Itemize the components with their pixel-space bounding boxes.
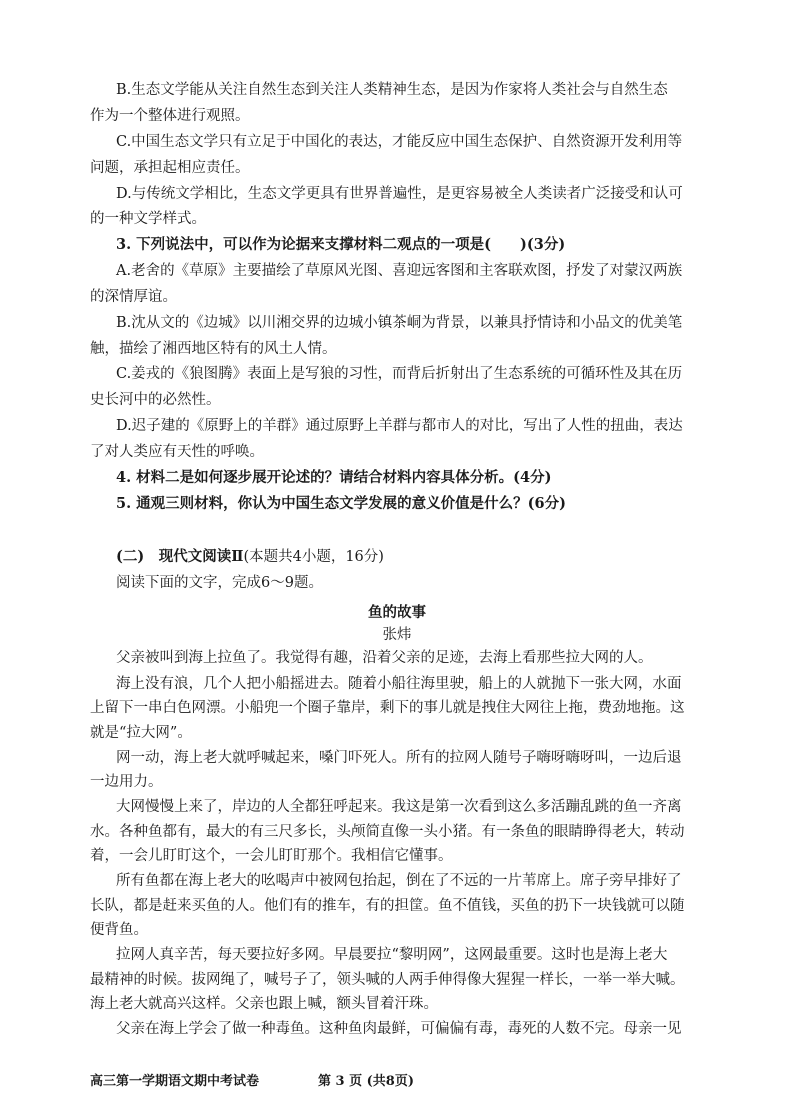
q3-option-a-line1: A.老舍的《草原》主要描绘了草原风光图、喜迎远客图和主客联欢图，抒发了对蒙汉两族	[116, 263, 683, 279]
story-line: 一边用力。	[90, 774, 163, 790]
footer-page-number: 第 3 页 (共8页)	[318, 1074, 414, 1089]
q2-option-c-line2: 问题，承担起相应责任。	[90, 160, 250, 176]
story-line: 所有鱼都在海上老大的吆喝声中被网包抬起，倒在了不远的一片苇席上。席子旁早排好了	[116, 873, 682, 889]
q3-option-b-line1: B.沈从文的《边城》以川湘交界的边城小镇茶峒为背景，以兼具抒情诗和小品文的优美笔	[116, 315, 683, 331]
story-author: 张炜	[382, 627, 412, 643]
q3-option-d-line1: D.迟子建的《原野上的羊群》通过原野上羊群与都市人的对比，写出了人性的扭曲，表达	[116, 418, 683, 434]
q2-option-d-line2: 的一种文学样式。	[90, 211, 206, 227]
story-line: 拉网人真辛苦，每天要拉好多网。早晨要拉“黎明网”，这网最重要。这时也是海上老大	[116, 947, 668, 963]
story-line: 海上没有浪，几个人把小船摇进去。随着小船往海里驶，船上的人就抛下一张大网，水面	[116, 676, 682, 692]
story-line: 上留下一串白色网漂。小船兜一个圈子靠岸，剩下的事儿就是拽住大网往上拖，费劲地拖。这	[90, 700, 685, 716]
q2-option-b-line2: 作为一个整体进行观照。	[90, 108, 250, 124]
story-line: 父亲被叫到海上拉鱼了。我觉得有趣，沿着父亲的足迹，去海上看那些拉大网的人。	[116, 650, 653, 666]
section-heading-title: (二) 现代文阅读Ⅱ	[116, 548, 244, 565]
q3-option-a-line2: 的深情厚谊。	[90, 289, 177, 305]
section-heading	[116, 547, 384, 567]
story-line: 水。各种鱼都有，最大的有三尺多长，头颅简直像一头小猪。有一条鱼的眼睛睁得老大，转动	[90, 824, 685, 840]
q5-stem: 5. 通观三则材料，你认为中国生态文学发展的意义价值是什么？(6分)	[116, 495, 566, 512]
story-line: 海上老大就高兴这样。父亲也跟上喊，额头冒着汗珠。	[90, 996, 438, 1012]
story-line: 便背鱼。	[90, 922, 148, 938]
story-line: 父亲在海上学会了做一种毒鱼。这种鱼肉最鲜，可偏偏有毒，毒死的人数不完。母亲一见	[116, 1021, 682, 1037]
q4-stem: 4. 材料二是如何逐步展开论述的？请结合材料内容具体分析。(4分)	[116, 469, 552, 486]
story-line: 就是“拉大网”。	[90, 725, 192, 741]
q2-option-c-line1: C.中国生态文学只有立足于中国化的表达，才能反应中国生态保护、自然资源开发利用等	[116, 134, 683, 150]
q3-option-c-line2: 史长河中的必然性。	[90, 392, 221, 408]
story-line: 着，一会儿盯盯这个，一会儿盯盯那个。我相信它懂事。	[90, 848, 453, 864]
story-line: 大网慢慢上来了，岸边的人全都狂呼起来。我这是第一次看到这么多活蹦乱跳的鱼一齐离	[116, 799, 682, 815]
q3-stem: 3. 下列说法中，可以作为论据来支撑材料二观点的一项是( )(3分)	[116, 236, 566, 253]
q3-option-c-line1: C.姜戎的《狼图腾》表面上是写狼的习性，而背后折射出了生态系统的可循环性及其在历	[116, 366, 683, 382]
section-instruction: 阅读下面的文字，完成6～9题。	[116, 575, 323, 591]
q3-option-d-line2: 了对人类应有天性的呼唤。	[90, 444, 264, 460]
story-line: 长队，都是赶来买鱼的人。他们有的推车，有的担筐。鱼不值钱，买鱼的扔下一块钱就可以随	[90, 898, 685, 914]
section-heading-note: (本题共4小题，16分)	[243, 549, 384, 565]
story-line: 最精神的时候。拔网绳了，喊号子了，领头喊的人两手伸得像大猩猩一样长，一举一举大喊。	[90, 972, 685, 988]
q2-option-b-line1: B.生态文学能从关注自然生态到关注人类精神生态，是因为作家将人类社会与自然生态	[116, 82, 668, 98]
story-line: 网一动，海上老大就呼喊起来，嗓门吓死人。所有的拉网人随号子嗨呀嗨呀叫，一边后退	[116, 750, 682, 766]
q3-option-b-line2: 触，描绘了湘西地区特有的风土人情。	[90, 341, 337, 357]
footer-exam-title: 高三第一学期语文期中考试卷	[90, 1074, 260, 1089]
q2-option-d-line1: D.与传统文学相比，生态文学更具有世界普遍性，是更容易被全人类读者广泛接受和认可	[116, 186, 683, 202]
story-title: 鱼的故事	[368, 604, 426, 621]
